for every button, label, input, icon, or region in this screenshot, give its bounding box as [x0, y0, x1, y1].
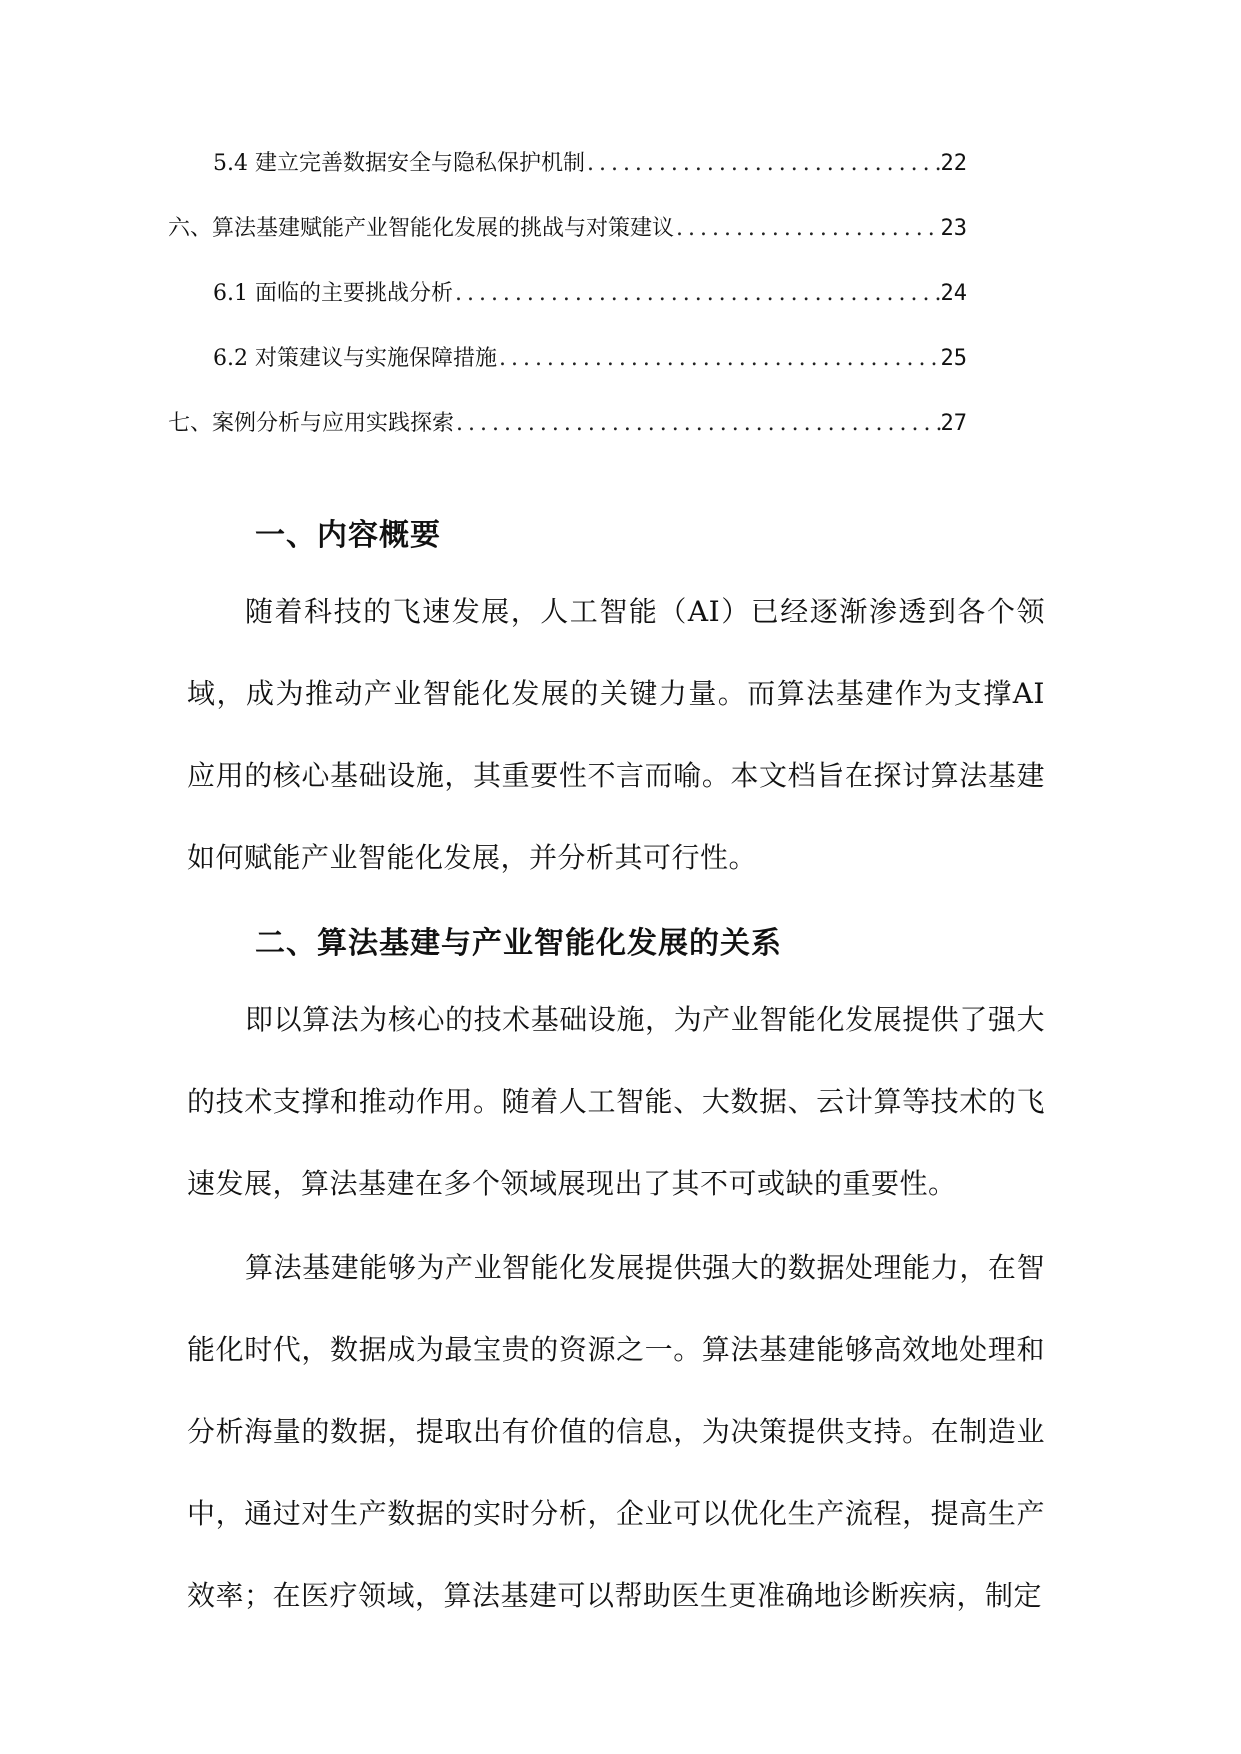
- section-heading: 二、算法基建与产业智能化发展的关系: [255, 926, 782, 961]
- body-paragraph: 算法基建能够为产业智能化发展提供强大的数据处理能力，在智能化时代，数据成为最宝贵的资源之一。算法基建能够高效地处理和分析海量的数据，提取出有价值的信息，为决策提供支持。在制造业中，通过对生产数据的实时分析，企业可以优化生产流程，提高生产效率；在医疗领域，算法基建可以帮助医生更准确地诊断疾病，制定: [187, 1251, 1045, 1612]
- toc-dot-leader: [454, 411, 940, 436]
- toc-dot-leader: [497, 346, 941, 371]
- body-paragraph: 随着科技的飞速发展，人工智能（AI）已经逐渐渗透到各个领域，成为推动产业智能化发展的关键力量。而算法基建作为支撑AI应用的核心基础设施，其重要性不言而喻。本文档旨在探讨算法基建如何赋能产业智能化发展，并分析其可行性。: [187, 595, 1045, 874]
- toc-page-number: 24: [940, 281, 967, 306]
- toc-entry-title: 6.1 面临的主要挑战分析: [213, 281, 453, 306]
- toc-page-number: 25: [940, 346, 967, 371]
- toc-entry[interactable]: [187, 146, 967, 211]
- toc-entry-title: 六、算法基建赋能产业智能化发展的挑战与对策建议: [168, 216, 675, 241]
- toc-entry[interactable]: [187, 276, 967, 341]
- section-heading: 一、内容概要: [255, 518, 441, 553]
- toc-page-number: 23: [940, 216, 967, 241]
- toc-page-number: 22: [940, 151, 967, 176]
- toc-entry-title: 6.2 对策建议与实施保障措施: [213, 346, 497, 371]
- toc-entry-title: 5.4 建立完善数据安全与隐私保护机制: [213, 151, 585, 176]
- toc-entry[interactable]: [187, 341, 967, 406]
- toc-entry[interactable]: [168, 406, 967, 471]
- toc-entry-title: 七、案例分析与应用实践探索: [168, 411, 455, 436]
- toc-dot-leader: [674, 216, 940, 241]
- toc-dot-leader: [453, 281, 941, 306]
- body-paragraph: 即以算法为核心的技术基础设施，为产业智能化发展提供了强大的技术支撑和推动作用。随着人工智能、大数据、云计算等技术的飞速发展，算法基建在多个领域展现出了其不可或缺的重要性。: [187, 1003, 1045, 1200]
- table-of-contents: [168, 146, 967, 471]
- toc-page-number: 27: [940, 411, 967, 436]
- toc-dot-leader: [585, 151, 941, 176]
- toc-entry[interactable]: [168, 211, 967, 276]
